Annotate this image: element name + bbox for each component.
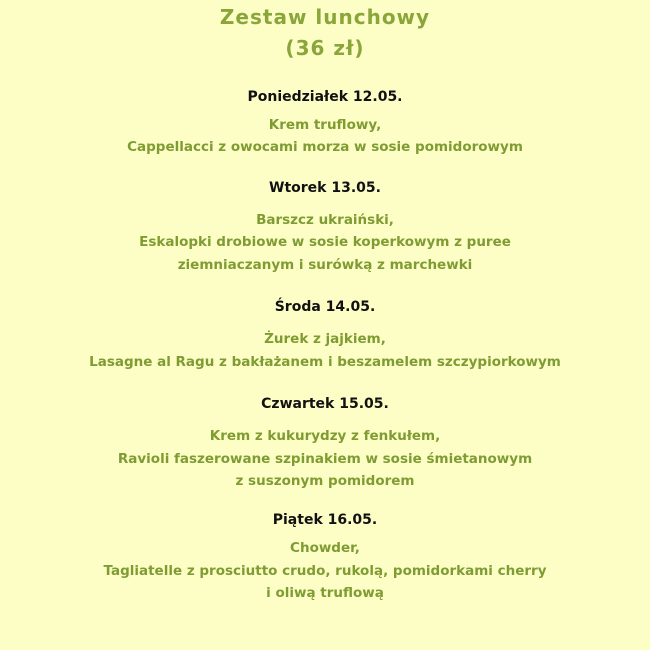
dish-friday-3: i oliwą truflową <box>266 585 384 601</box>
dish-monday-2: Cappellacci z owocami morza w sosie pomidorowym <box>127 139 523 155</box>
dish-friday-2: Tagliatelle z prosciutto crudo, rukolą, pomidorkami cherry <box>103 563 547 579</box>
menu-title: Zestaw lunchowy <box>219 5 431 29</box>
day-heading-monday: Poniedziałek 12.05. <box>247 89 403 105</box>
dish-thursday-2: Ravioli faszerowane szpinakiem w sosie śmietanowym <box>117 451 533 467</box>
dish-wednesday-1: Żurek z jajkiem, <box>264 331 386 347</box>
dish-tuesday-3: ziemniaczanym i surówką z marchewki <box>177 257 473 273</box>
day-heading-thursday: Czwartek 15.05. <box>261 396 389 412</box>
dish-tuesday-1: Barszcz ukraiński, <box>256 212 394 228</box>
dish-thursday-1: Krem z kukurydzy z fenkułem, <box>209 428 441 444</box>
day-heading-friday: Piątek 16.05. <box>272 512 378 528</box>
dish-wednesday-2: Lasagne al Ragu z bakłażanem i beszamelem szczypiorkowym <box>89 354 561 370</box>
day-heading-tuesday: Wtorek 13.05. <box>269 180 381 196</box>
menu-price: (36 zł) <box>285 36 365 60</box>
day-heading-wednesday: Środa 14.05. <box>274 299 376 315</box>
dish-friday-1: Chowder, <box>290 540 360 556</box>
dish-tuesday-2: Eskalopki drobiowe w sosie koperkowym z puree <box>139 234 511 250</box>
dish-thursday-3: z suszonym pomidorem <box>235 473 415 489</box>
dish-monday-1: Krem truflowy, <box>268 117 382 133</box>
